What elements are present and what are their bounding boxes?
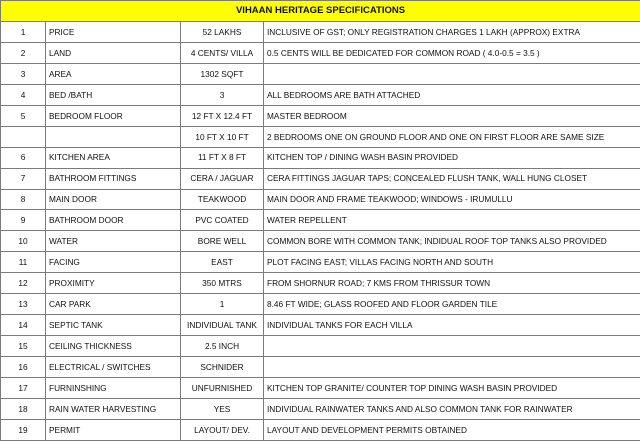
item-value-cell: TEAKWOOD [181, 189, 264, 210]
table-row [1, 252, 640, 273]
row-number-cell: 14 [1, 315, 46, 336]
item-name-cell: PRICE [46, 22, 181, 43]
table-row [1, 22, 640, 43]
table-row [1, 105, 640, 126]
table-row [1, 84, 640, 105]
table-row [1, 294, 640, 315]
item-description-cell [264, 63, 640, 84]
item-description-cell: KITCHEN TOP / DINING WASH BASIN PROVIDED [264, 147, 640, 168]
row-number-cell: 17 [1, 377, 46, 398]
item-name-cell: MAIN DOOR [46, 189, 181, 210]
table-row [1, 126, 640, 147]
item-name-cell: RAIN WATER HARVESTING [46, 398, 181, 419]
item-name-cell: AREA [46, 63, 181, 84]
item-description-cell: ALL BEDROOMS ARE BATH ATTACHED [264, 84, 640, 105]
item-value-cell: 4 CENTS/ VILLA [181, 42, 264, 63]
item-description-cell: 2 BEDROOMS ONE ON GROUND FLOOR AND ONE ON FIRST FLOOR ARE SAME SIZE [264, 126, 640, 147]
table-row [1, 357, 640, 378]
item-description-cell: PLOT FACING EAST; VILLAS FACING NORTH AND SOUTH [264, 252, 640, 273]
table-row [1, 231, 640, 252]
row-number-cell: 4 [1, 84, 46, 105]
item-value-cell: 1 [181, 294, 264, 315]
table-row [1, 377, 640, 398]
item-description-cell: MAIN DOOR AND FRAME TEAKWOOD; WINDOWS - IRUMULLU [264, 189, 640, 210]
item-description-cell [264, 357, 640, 378]
item-name-cell: BATHROOM FITTINGS [46, 168, 181, 189]
item-name-cell: PERMIT [46, 419, 181, 440]
item-value-cell: BORE WELL [181, 231, 264, 252]
item-value-cell: 52 LAKHS [181, 22, 264, 43]
item-description-cell: 8.46 FT WIDE; GLASS ROOFED AND FLOOR GARDEN TILE [264, 294, 640, 315]
item-name-cell [46, 126, 181, 147]
row-number-cell: 5 [1, 105, 46, 126]
item-name-cell: LAND [46, 42, 181, 63]
item-value-cell: 12 FT X 12.4 FT [181, 105, 264, 126]
item-name-cell: KITCHEN AREA [46, 147, 181, 168]
item-name-cell: CEILING THICKNESS [46, 336, 181, 357]
table-row [1, 168, 640, 189]
table-row [1, 273, 640, 294]
item-value-cell: 3 [181, 84, 264, 105]
table-row [1, 336, 640, 357]
item-name-cell: WATER [46, 231, 181, 252]
row-number-cell: 19 [1, 419, 46, 440]
row-number-cell: 1 [1, 22, 46, 43]
row-number-cell: 12 [1, 273, 46, 294]
row-number-cell: 16 [1, 357, 46, 378]
item-description-cell: INDIVIDUAL TANKS FOR EACH VILLA [264, 315, 640, 336]
item-value-cell: YES [181, 398, 264, 419]
item-description-cell: 0.5 CENTS WILL BE DEDICATED FOR COMMON ROAD ( 4.0-0.5 = 3.5 ) [264, 42, 640, 63]
item-value-cell: PVC COATED [181, 210, 264, 231]
row-number-cell: 13 [1, 294, 46, 315]
item-name-cell: CAR PARK [46, 294, 181, 315]
table-row [1, 419, 640, 440]
item-name-cell: BED /BATH [46, 84, 181, 105]
item-name-cell: SEPTIC TANK [46, 315, 181, 336]
table-row [1, 147, 640, 168]
item-name-cell: FURNINSHING [46, 377, 181, 398]
item-description-cell: WATER REPELLENT [264, 210, 640, 231]
row-number-cell: 9 [1, 210, 46, 231]
item-name-cell: BEDROOM FLOOR [46, 105, 181, 126]
item-value-cell: 1302 SQFT [181, 63, 264, 84]
row-number-cell: 2 [1, 42, 46, 63]
table-row [1, 63, 640, 84]
table-row [1, 398, 640, 419]
item-value-cell: 10 FT X 10 FT [181, 126, 264, 147]
item-value-cell: 350 MTRS [181, 273, 264, 294]
row-number-cell: 7 [1, 168, 46, 189]
item-description-cell: MASTER BEDROOM [264, 105, 640, 126]
item-description-cell [264, 336, 640, 357]
table-row [1, 315, 640, 336]
row-number-cell: 11 [1, 252, 46, 273]
item-description-cell: FROM SHORNUR ROAD; 7 KMS FROM THRISSUR TOWN [264, 273, 640, 294]
item-description-cell: CERA FITTINGS JAGUAR TAPS; CONCEALED FLUSH TANK, WALL HUNG CLOSET [264, 168, 640, 189]
row-number-cell: 15 [1, 336, 46, 357]
table-row [1, 189, 640, 210]
item-description-cell: COMMON BORE WITH COMMON TANK; INDIDUAL ROOF TOP TANKS ALSO PROVIDED [264, 231, 640, 252]
item-description-cell: INDIVIDUAL RAINWATER TANKS AND ALSO COMMON TANK FOR RAINWATER [264, 398, 640, 419]
item-description-cell: INCLUSIVE OF GST; ONLY REGISTRATION CHARGES 1 LAKH (APPROX) EXTRA [264, 22, 640, 43]
item-value-cell: LAYOUT/ DEV. [181, 419, 264, 440]
item-name-cell: BATHROOM DOOR [46, 210, 181, 231]
item-name-cell: PROXIMITY [46, 273, 181, 294]
table-row [1, 42, 640, 63]
item-name-cell: FACING [46, 252, 181, 273]
item-description-cell: KITCHEN TOP GRANITE/ COUNTER TOP DINING WASH BASIN PROVIDED [264, 377, 640, 398]
item-description-cell: LAYOUT AND DEVELOPMENT PERMITS OBTAINED [264, 419, 640, 440]
item-value-cell: EAST [181, 252, 264, 273]
row-number-cell: 3 [1, 63, 46, 84]
row-number-cell [1, 126, 46, 147]
item-value-cell: CERA / JAGUAR [181, 168, 264, 189]
table-title: VIHAAN HERITAGE SPECIFICATIONS [1, 1, 640, 22]
row-number-cell: 10 [1, 231, 46, 252]
item-value-cell: INDIVIDUAL TANK [181, 315, 264, 336]
specifications-body [1, 1, 640, 441]
row-number-cell: 18 [1, 398, 46, 419]
item-value-cell: UNFURNISHED [181, 377, 264, 398]
item-value-cell: 11 FT X 8 FT [181, 147, 264, 168]
item-name-cell: ELECTRICAL / SWITCHES [46, 357, 181, 378]
item-value-cell: SCHNIDER [181, 357, 264, 378]
title-row [1, 1, 640, 22]
row-number-cell: 6 [1, 147, 46, 168]
row-number-cell: 8 [1, 189, 46, 210]
item-value-cell: 2.5 INCH [181, 336, 264, 357]
table-row [1, 210, 640, 231]
